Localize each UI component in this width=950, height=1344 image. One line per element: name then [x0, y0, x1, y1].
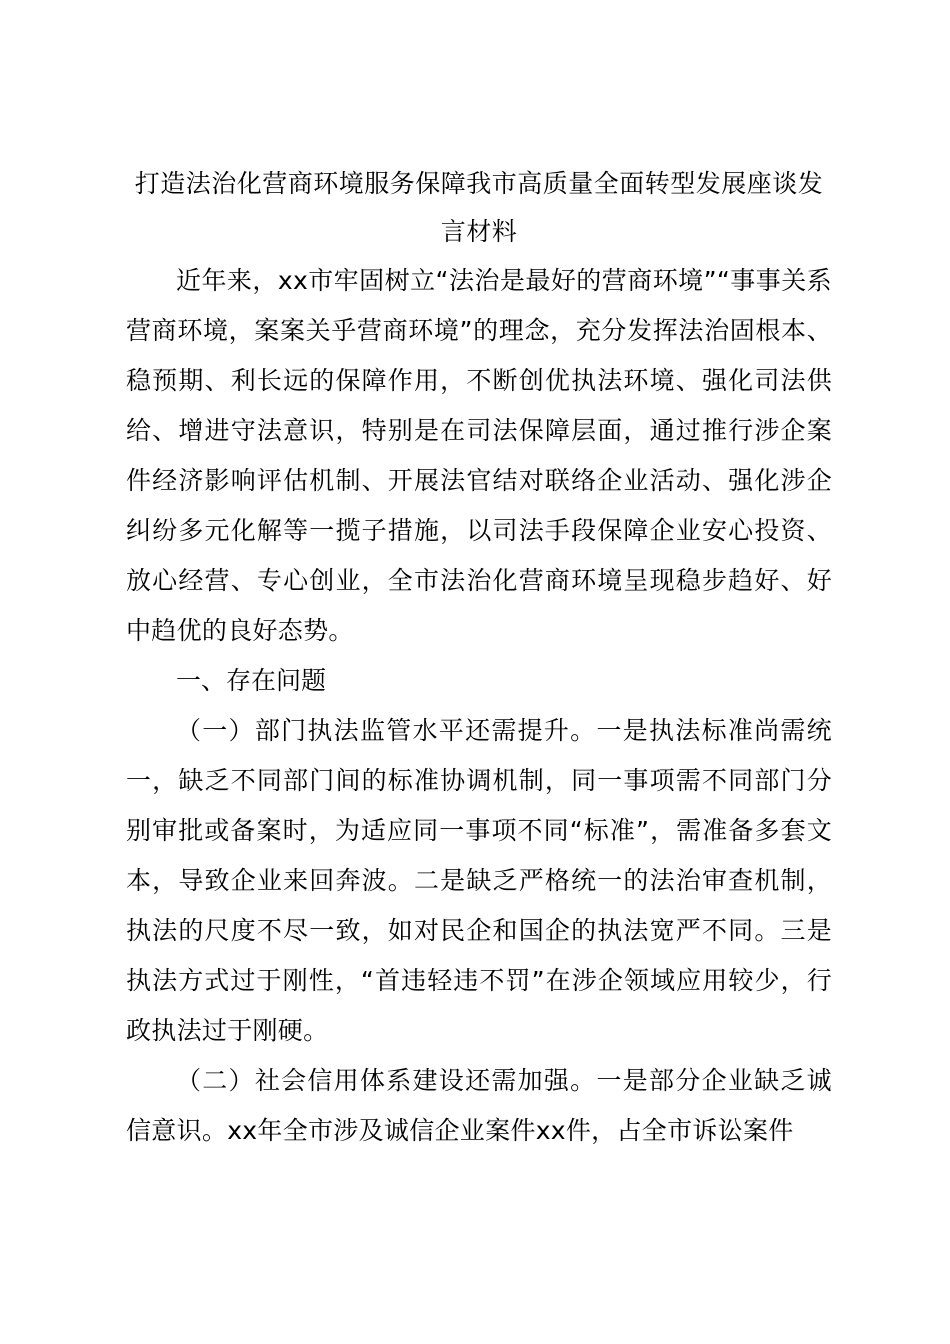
document-title-line-2: 言材料	[440, 217, 518, 246]
section-heading-problems: 一、存在问题	[176, 666, 327, 695]
problem-paragraph-1: （一）部门执法监管水平还需提升。一是执法标准尚需统一，缺乏不同部门间的标准协调机制，同一事项需不同部门分别审批或备案时，为适应同一事项不同“标准”，需准备多套文本，导致企业来回奔波。二是缺乏严格统一的法治审查机制，执法的尺度不尽一致，如对民企和国企的执法宽严不同。三是执法方式过于刚性，“首违轻违不罚”在涉企领域应用较少，行政执法过于刚硬。	[126, 716, 832, 1045]
document-body	[126, 160, 832, 1156]
document-title	[126, 160, 832, 256]
document-title-line-1: 打造法治化营商环境服务保障我市高质量全面转型发展座谈发	[134, 169, 824, 198]
problem-paragraph-2: （二）社会信用体系建设还需加强。一是部分企业缺乏诚信意识。xx年全市涉及诚信企业案件xx件，占全市诉讼案件	[126, 1066, 832, 1145]
intro-paragraph: 近年来，xx市牢固树立“法治是最好的营商环境”“事事关系营商环境，案案关乎营商环境”的理念，充分发挥法治固根本、稳预期、利长远的保障作用，不断创优执法环境、强化司法供给、增进守法意识，特别是在司法保障层面，通过推行涉企案件经济影响评估机制、开展法官结对联络企业活动、强化涉企纠纷多元化解等一揽子措施，以司法手段保障企业安心投资、放心经营、专心创业，全市法治化营商环境呈现稳步趋好、好中趋优的良好态势。	[126, 266, 832, 645]
